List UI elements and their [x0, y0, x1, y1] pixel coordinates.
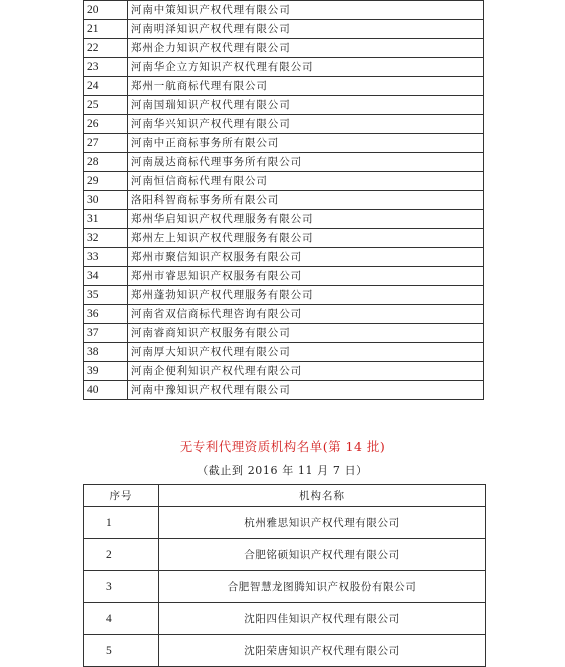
row-number: 37: [84, 324, 128, 343]
row-number: 33: [84, 248, 128, 267]
table-row: [84, 39, 484, 58]
section-title: 无专利代理资质机构名单(第 14 批): [179, 439, 386, 454]
agency-name: 沈阳荣唐知识产权代理有限公司: [159, 635, 486, 667]
table-row: [84, 229, 484, 248]
row-number: 27: [84, 134, 128, 153]
table-row: [84, 267, 484, 286]
agency-name: 郑州企力知识产权代理有限公司: [128, 39, 484, 58]
agency-name: 郑州市聚信知识产权服务有限公司: [128, 248, 484, 267]
table-row: [84, 539, 486, 571]
agency-name: 河南睿商知识产权服务有限公司: [128, 324, 484, 343]
agency-list-body: [84, 1, 484, 400]
agency-name: 河南中策知识产权代理有限公司: [128, 1, 484, 20]
agency-name: 河南华兴知识产权代理有限公司: [128, 115, 484, 134]
table-row: [84, 603, 486, 635]
row-number: 5: [84, 635, 159, 667]
agency-name: 杭州雅思知识产权代理有限公司: [159, 507, 486, 539]
row-number: 21: [84, 20, 128, 39]
row-number: 24: [84, 77, 128, 96]
row-number: 36: [84, 305, 128, 324]
row-number: 4: [84, 603, 159, 635]
no-patent-agency-table: [83, 484, 486, 667]
agency-name: 河南中豫知识产权代理有限公司: [128, 381, 484, 400]
row-number: 29: [84, 172, 128, 191]
agency-name: 河南明泽知识产权代理有限公司: [128, 20, 484, 39]
agency-name: 河南恒信商标代理有限公司: [128, 172, 484, 191]
table-row: [84, 115, 484, 134]
row-number: 38: [84, 343, 128, 362]
row-number: 1: [84, 507, 159, 539]
table-row: [84, 635, 486, 667]
table-row: [84, 507, 486, 539]
table-header-row: [84, 485, 486, 507]
agency-name: 河南厚大知识产权代理有限公司: [128, 343, 484, 362]
agency-name: 河南国瑞知识产权代理有限公司: [128, 96, 484, 115]
agency-name: 沈阳四佳知识产权代理有限公司: [159, 603, 486, 635]
table-row: [84, 20, 484, 39]
table-row: [84, 153, 484, 172]
agency-name: 郑州一航商标代理有限公司: [128, 77, 484, 96]
agency-name: 河南晟达商标代理事务所有限公司: [128, 153, 484, 172]
row-number: 28: [84, 153, 128, 172]
agency-name: 河南企便利知识产权代理有限公司: [128, 362, 484, 381]
agency-name: 郑州市睿思知识产权服务有限公司: [128, 267, 484, 286]
section-subtitle: （截止到 2016 年 11 月 7 日）: [197, 464, 368, 477]
table-row: [84, 1, 484, 20]
row-number: 23: [84, 58, 128, 77]
row-number: 32: [84, 229, 128, 248]
agency-name: 河南华企立方知识产权代理有限公司: [128, 58, 484, 77]
table-row: [84, 305, 484, 324]
table-row: [84, 343, 484, 362]
agency-name: 郑州蓬勃知识产权代理服务有限公司: [128, 286, 484, 305]
agency-list-table-continued: [83, 0, 484, 400]
row-number: 39: [84, 362, 128, 381]
row-number: 34: [84, 267, 128, 286]
agency-name: 洛阳科智商标事务所有限公司: [128, 191, 484, 210]
agency-name: 河南中正商标事务所有限公司: [128, 134, 484, 153]
row-number: 30: [84, 191, 128, 210]
row-number: 25: [84, 96, 128, 115]
table-row: [84, 96, 484, 115]
agency-name: 郑州华启知识产权代理服务有限公司: [128, 210, 484, 229]
table-row: [84, 286, 484, 305]
table-row: [84, 191, 484, 210]
table-row: [84, 210, 484, 229]
agency-name: 河南省双信商标代理咨询有限公司: [128, 305, 484, 324]
agency-name: 合肥智慧龙图腾知识产权股份有限公司: [159, 571, 486, 603]
table-row: [84, 77, 484, 96]
table-row: [84, 248, 484, 267]
row-number: 2: [84, 539, 159, 571]
row-number: 31: [84, 210, 128, 229]
no-patent-agency-body: [84, 507, 486, 667]
row-number: 35: [84, 286, 128, 305]
row-number: 20: [84, 1, 128, 20]
row-number: 40: [84, 381, 128, 400]
row-number: 22: [84, 39, 128, 58]
header-serial-number: 序号: [84, 485, 159, 507]
header-agency-name: 机构名称: [159, 485, 486, 507]
table-row: [84, 172, 484, 191]
agency-name: 郑州左上知识产权代理服务有限公司: [128, 229, 484, 248]
table-row: [84, 58, 484, 77]
table-row: [84, 324, 484, 343]
table-row: [84, 134, 484, 153]
table-row: [84, 362, 484, 381]
row-number: 3: [84, 571, 159, 603]
table-row: [84, 571, 486, 603]
agency-name: 合肥铭硕知识产权代理有限公司: [159, 539, 486, 571]
row-number: 26: [84, 115, 128, 134]
table-row: [84, 381, 484, 400]
